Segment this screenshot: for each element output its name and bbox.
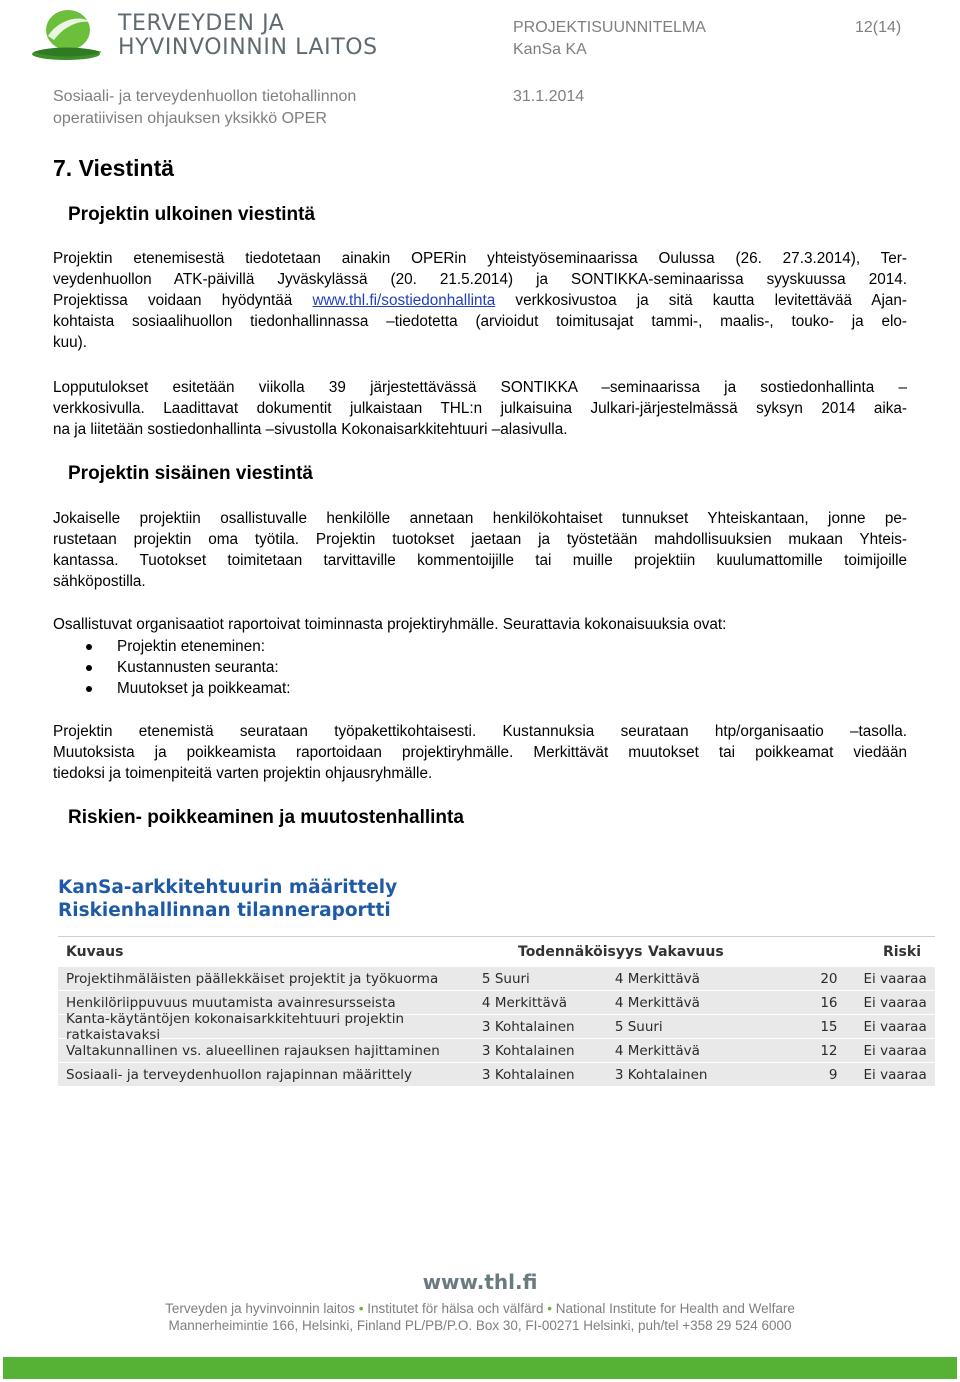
text-line: Jokaiselle projektiin osallistuvalle henkilölle annetaan henkilökohtaiset tunnukset Yhteiskantaan, jonne pe- <box>53 510 907 527</box>
probability-number: 3 <box>481 1042 491 1059</box>
internal-paragraph-3 <box>53 721 907 784</box>
severity-label: Merkittävä <box>627 1042 700 1059</box>
table-row <box>58 1063 935 1087</box>
probability-cell <box>462 1019 615 1035</box>
column-header-kuvaus: Kuvaus <box>66 944 124 960</box>
org-name-line2: HYVINVOINNIN LAITOS <box>118 35 378 60</box>
text-line-pre: Projektissa voidaan hyödyntää <box>53 292 313 309</box>
risk-description-cell: Sosiaali- ja terveydenhuollon rajapinnan määrittely <box>66 1066 413 1083</box>
list-item: Projektin eteneminen: <box>83 636 290 657</box>
footer-name-sv: Institutet för hälsa och välfärd <box>367 1301 544 1316</box>
severity-cell <box>615 995 762 1011</box>
doc-date: 31.1.2014 <box>513 88 585 105</box>
figure-title-1: KanSa-arkkitehtuurin määrittely <box>58 877 398 898</box>
severity-cell <box>615 1067 762 1083</box>
footer-separator: • <box>358 1301 368 1316</box>
severity-number: 3 <box>614 1066 624 1083</box>
table-header-row <box>58 937 935 967</box>
severity-number: 5 <box>614 1018 624 1035</box>
text-line: sähköpostilla. <box>53 573 146 590</box>
internal-heading: Projektin sisäinen viestintä <box>68 463 313 484</box>
text-line: tiedoksi ja toimenpiteitä varten projektin ohjausryhmälle. <box>53 765 433 782</box>
footer-names <box>0 1300 960 1317</box>
text-line-with-link <box>53 290 907 311</box>
list-item: Muutokset ja poikkeamat: <box>83 678 290 699</box>
unit-line1: Sosiaali- ja terveydenhuollon tietohallinnon <box>53 88 357 105</box>
status-cell: Ei vaaraa <box>863 1018 927 1035</box>
risk-heading: Riskien- poikkeaminen ja muutostenhallinta <box>68 807 464 828</box>
project-name: KanSa KA <box>513 41 587 58</box>
probability-label: Kohtalainen <box>494 1018 575 1035</box>
footer-url[interactable]: www.thl.fi <box>422 1270 538 1294</box>
severity-cell <box>615 971 762 987</box>
column-header-severity: Vakavuus <box>648 944 724 960</box>
risk-score-cell: 20 <box>820 970 838 987</box>
external-paragraph-1 <box>53 248 907 353</box>
text-line: Projektin etenemisestä tiedotetaan ainakin OPERin yhteistyöseminaarissa Oulussa (26. 27.3.2014), Ter- <box>53 250 907 267</box>
probability-label: Kohtalainen <box>494 1066 575 1083</box>
severity-number: 4 <box>614 994 624 1011</box>
risk-description-cell: Valtakunnallinen vs. alueellinen rajauksen hajittaminen <box>66 1042 440 1059</box>
text-line-post: verkkosivustoa ja sitä kautta levitettävää Ajan- <box>495 292 907 309</box>
risk-score-cell: 15 <box>820 1018 838 1035</box>
footer-name-en: National Institute for Health and Welfare <box>555 1301 795 1316</box>
text-line: veydenhuollon ATK-päivillä Jyväskylässä (20. 21.5.2014) ja SONTIKKA-seminaarissa syyskuussa 2014. <box>53 271 907 288</box>
text-line: Lopputulokset esitetään viikolla 39 järjestettävässä SONTIKKA –seminaarissa ja sostiedonhallinta – <box>53 379 907 396</box>
text-line: verkkosivulla. Laadittavat dokumentit julkaistaan THL:n julkaisuina Julkari-järjestelmässä syksyn 2014 aika- <box>53 400 907 417</box>
column-header-probability: Todennäköisyys <box>518 944 643 960</box>
probability-cell <box>462 971 615 987</box>
status-cell: Ei vaaraa <box>863 970 927 987</box>
status-cell: Ei vaaraa <box>863 994 927 1011</box>
probability-number: 4 <box>481 994 491 1011</box>
section-title: 7. Viestintä <box>53 155 175 181</box>
risk-description-cell: Projektihmäläisten päällekkäiset projektit ja työkuorma <box>66 970 439 987</box>
footer-address: Mannerheimintie 166, Helsinki, Finland PL/PB/P.O. Box 30, FI-00271 Helsinki, puh/tel +358 29 524 6000 <box>168 1318 792 1333</box>
text-line: rustetaan projektin oma työtila. Projektin tuotokset jaetaan ja työstetään mahdollisuuksien mukaan Yhteis- <box>53 531 907 548</box>
text-line: na ja liitetään sostiedonhallinta –sivustolla Kokonaisarkkitehtuuri –alasivulla. <box>53 421 568 438</box>
severity-number: 4 <box>614 1042 624 1059</box>
risk-table <box>58 936 935 1087</box>
severity-cell <box>615 1019 762 1035</box>
status-cell: Ei vaaraa <box>863 1066 927 1083</box>
probability-cell <box>462 995 615 1011</box>
text-line: Muutoksista ja poikkeamista raportoidaan projektiryhmälle. Merkittävät muutokset tai poikkeamat viedään <box>53 744 907 761</box>
probability-cell <box>462 1067 615 1083</box>
risk-description-cell: Kanta-käytäntöjen kokonaisarkkitehtuuri projektin ratkaistavaksi <box>66 1010 405 1043</box>
severity-cell <box>615 1043 762 1059</box>
probability-label: Merkittävä <box>494 994 568 1011</box>
footer-name-fi: Terveyden ja hyvinvoinnin laitos <box>165 1301 355 1316</box>
risk-score-cell: 16 <box>820 994 838 1011</box>
probability-label: Kohtalainen <box>494 1042 575 1059</box>
footer-green-bar <box>3 1357 957 1379</box>
risk-score-cell: 9 <box>828 1066 838 1083</box>
text-line: Osallistuvat organisaatiot raportoivat toiminnasta projektiryhmälle. Seurattavia kokonaisuuksia ovat: <box>53 616 727 633</box>
text-line: kuu). <box>53 334 88 351</box>
list-item: Kustannusten seuranta: <box>83 657 290 678</box>
probability-cell <box>462 1043 615 1059</box>
probability-number: 3 <box>481 1018 491 1035</box>
footer-separator: • <box>547 1301 556 1316</box>
org-name-line1: TERVEYDEN JA <box>118 11 285 36</box>
probability-number: 5 <box>481 970 491 987</box>
text-line: kantassa. Tuotokset toimitetaan tarvittaville kommentoijille tai muille projektiin kuulumattomille toimijoille <box>53 552 907 569</box>
severity-label: Kohtalainen <box>627 1066 708 1083</box>
text-line: kohtaista sosiaalihuollon tiedonhallinnassa –tiedotetta (arvioidut toimitusajat tammi-, maalis-, touko- ja elo- <box>53 313 907 330</box>
risk-table-body <box>58 967 935 1087</box>
page-number: 12(14) <box>855 19 902 36</box>
severity-label: Merkittävä <box>627 970 700 987</box>
external-paragraph-2 <box>53 377 907 440</box>
table-row <box>58 1039 935 1063</box>
unit-line2: operatiivisen ohjauksen yksikkö OPER <box>53 110 327 127</box>
thl-logo <box>30 6 390 66</box>
text-line: Projektin etenemistä seurataan työpakettikohtaisesti. Kustannuksia seurataan htp/organisaatio –tasolla. <box>53 723 907 740</box>
severity-number: 4 <box>614 970 624 987</box>
figure-title-2: Riskienhallinnan tilanneraportti <box>58 900 391 921</box>
external-heading: Projektin ulkoinen viestintä <box>68 204 316 225</box>
column-header-risk: Riski <box>882 944 921 960</box>
tracked-items-list <box>83 636 290 699</box>
table-row <box>58 967 935 991</box>
internal-paragraph-2 <box>53 614 907 635</box>
internal-paragraph-1 <box>53 508 907 592</box>
doc-type: PROJEKTISUUNNITELMA <box>513 19 706 36</box>
probability-label: Suuri <box>494 970 530 987</box>
sostiedonhallinta-link[interactable]: www.thl.fi/sostiedonhallinta <box>312 292 496 309</box>
probability-number: 3 <box>481 1066 491 1083</box>
severity-label: Merkittävä <box>627 994 700 1011</box>
table-row <box>58 1010 935 1043</box>
leaf-logo-icon <box>30 6 106 64</box>
severity-label: Suuri <box>627 1018 663 1035</box>
risk-report-figure <box>58 876 935 1094</box>
status-cell: Ei vaaraa <box>863 1042 927 1059</box>
risk-description-cell: Henkilöriippuvuus muutamista avainresursseista <box>66 994 396 1011</box>
risk-score-cell: 12 <box>820 1042 838 1059</box>
